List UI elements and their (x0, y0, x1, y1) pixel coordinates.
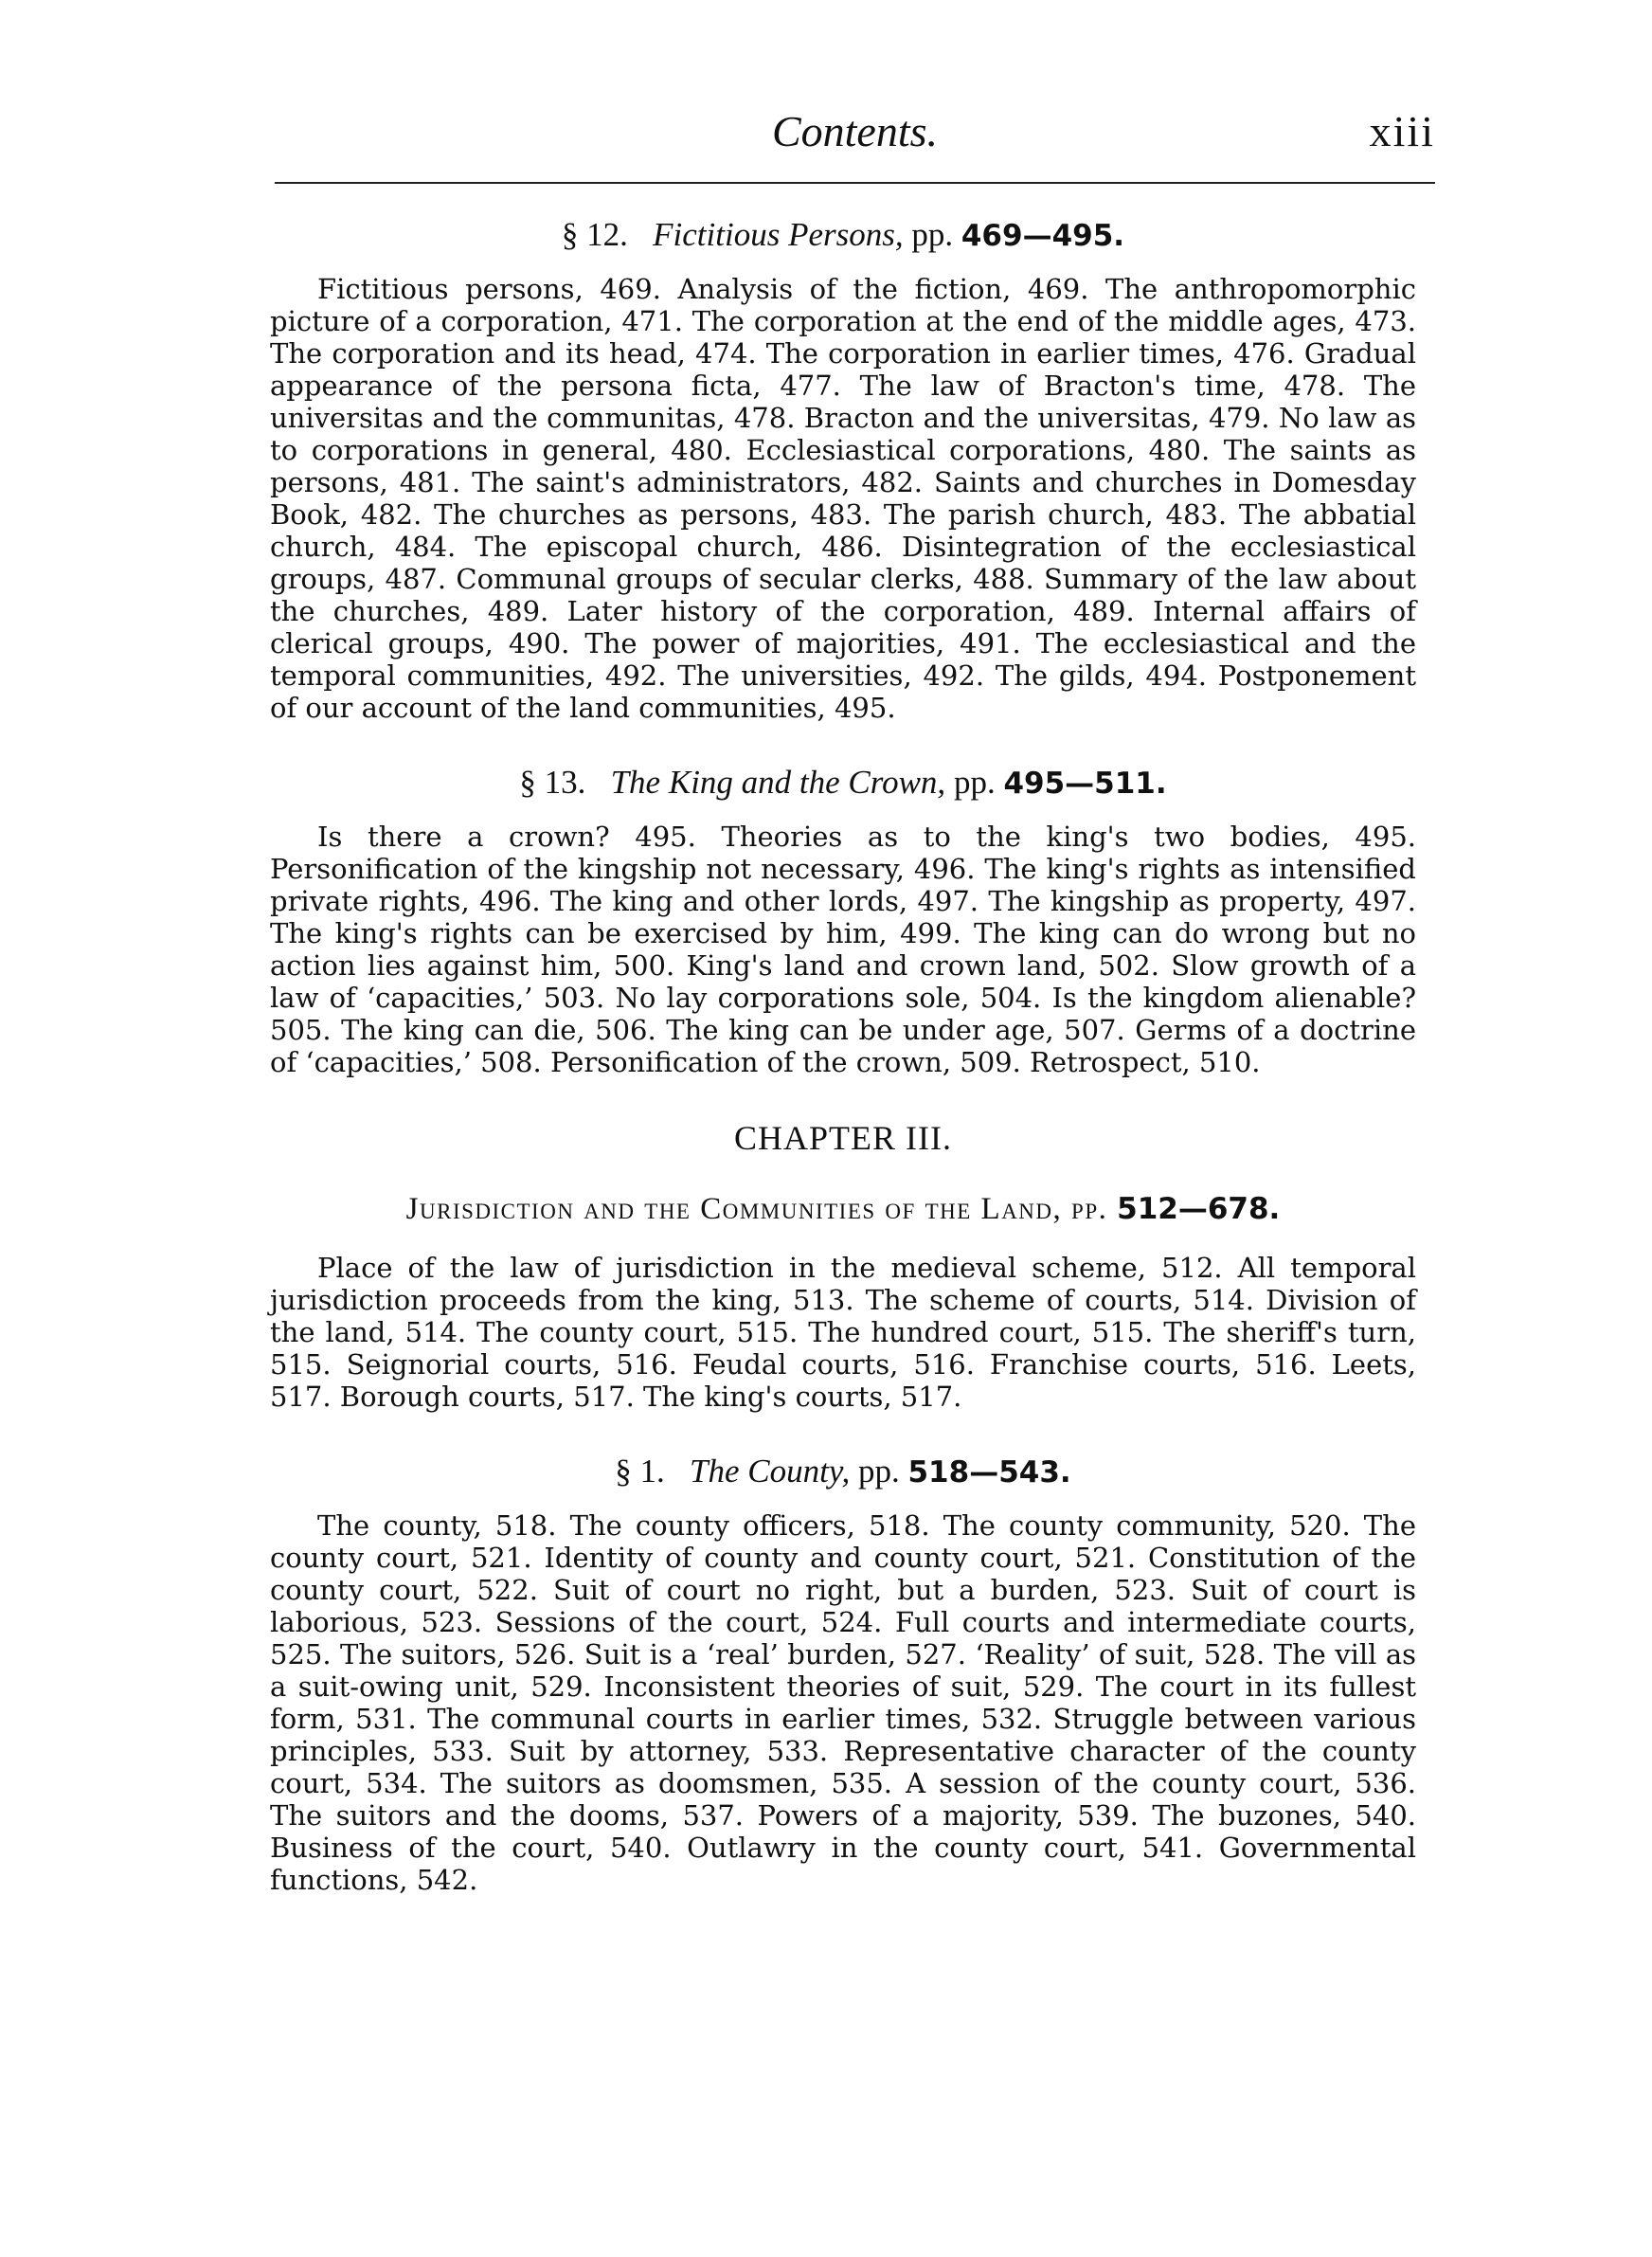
section-number: § 1. (615, 1453, 665, 1490)
section-title: Fictitious Persons, (653, 216, 904, 253)
page-range: 512—678. (1117, 1192, 1281, 1226)
pp-label: pp. (953, 764, 996, 801)
running-header (275, 106, 1435, 163)
pp-label: pp. (857, 1453, 900, 1490)
pp-label: pp. (1071, 1192, 1108, 1226)
header-rule (275, 182, 1435, 184)
chapter-title-text: Jurisdiction and the Communities of the Land, (405, 1192, 1063, 1226)
section-number: § 12. (561, 216, 628, 253)
section-number: § 13. (519, 764, 586, 801)
contents-body (270, 216, 1416, 1936)
chapter-title (270, 1192, 1416, 1227)
section-title: The King and the Crown, (610, 764, 946, 801)
section-1-summary: The county, 518. The county officers, 518. The county community, 520. The county court, 521. Identity of county and county court, 521. Constitution of the county court, 522. Suit of court no right, but a burden, 523. Suit of court is laborious, 523. Sessions of the court, 524. Full courts and intermediate courts, 525. The suitors, 526. Suit is a ‘real’ burden, 527. ‘Reality’ of suit, 528. The vill as a suit-owing unit, 529. Inconsistent theories of suit, 529. The court in its fullest form, 531. The communal courts in earlier times, 532. Struggle between various principles, 533. Suit by attorney, 533. Representative character of the county court, 534. The suitors as doomsmen, 535. A session of the county court, 536. The suitors and the dooms, 537. Powers of a majority, 539. The buzones, 540. Business of the court, 540. Outlawry in the county court, 541. Governmental functions, 542. (270, 1509, 1416, 1896)
section-title: The County, (690, 1453, 851, 1490)
page-range: 518—543. (907, 1455, 1071, 1490)
chapter-label: CHAPTER III. (734, 1119, 952, 1157)
section-12-heading (270, 216, 1416, 254)
section-12-summary: Fictitious persons, 469. Analysis of the fiction, 469. The anthropomorphic picture of a corporation, 471. The corporation at the end of the middle ages, 473. The corporation and its head, 474. The corporation in earlier times, 476. Gradual appearance of the persona ficta, 477. The law of Bracton's time, 478. The universitas and the communitas, 478. Bracton and the universitas, 479. No law as to corporations in general, 480. Ecclesiastical corporations, 480. The saints as persons, 481. The saint's administrators, 482. Saints and churches in Domesday Book, 482. The churches as persons, 483. The parish church, 483. The abbatial church, 484. The episcopal church, 486. Disintegration of the ecclesiastical groups, 487. Communal groups of secular clerks, 488. Summary of the law about the churches, 489. Later history of the corporation, 489. Internal affairs of clerical groups, 490. The power of majorities, 491. The ecclesiastical and the temporal communities, 492. The universities, 492. The gilds, 494. Postponement of our account of the land communities, 495. (270, 273, 1416, 724)
page-range: 469—495. (961, 219, 1125, 253)
section-13-summary: Is there a crown? 495. Theories as to the king's two bodies, 495. Personification of the kingship not necessary, 496. The king's rights as intensified private rights, 496. The king and other lords, 497. The kingship as property, 497. The king's rights can be exercised by him, 499. The king can do wrong but no action lies against him, 500. King's land and crown land, 502. Slow growth of a law of ‘capacities,’ 503. No lay corporations sole, 504. Is the kingdom alienable? 505. The king can die, 506. The king can be under age, 507. Germs of a doctrine of ‘capacities,’ 508. Personification of the crown, 509. Retrospect, 510. (270, 821, 1416, 1078)
pp-label: pp. (911, 216, 954, 253)
chapter-intro: Place of the law of jurisdiction in the medieval scheme, 512. All temporal jurisdiction proceeds from the king, 513. The scheme of courts, 514. Division of the land, 514. The county court, 515. The hundred court, 515. The sheriff's turn, 515. Seignorial courts, 516. Feudal courts, 516. Franchise courts, 516. Leets, 517. Borough courts, 517. The king's courts, 517. (270, 1252, 1416, 1413)
running-title: Contents. (771, 107, 939, 155)
page-range: 495—511. (1003, 767, 1167, 801)
section-1-heading (270, 1453, 1416, 1490)
section-13-heading (270, 764, 1416, 802)
page-number: xiii (1369, 107, 1435, 155)
